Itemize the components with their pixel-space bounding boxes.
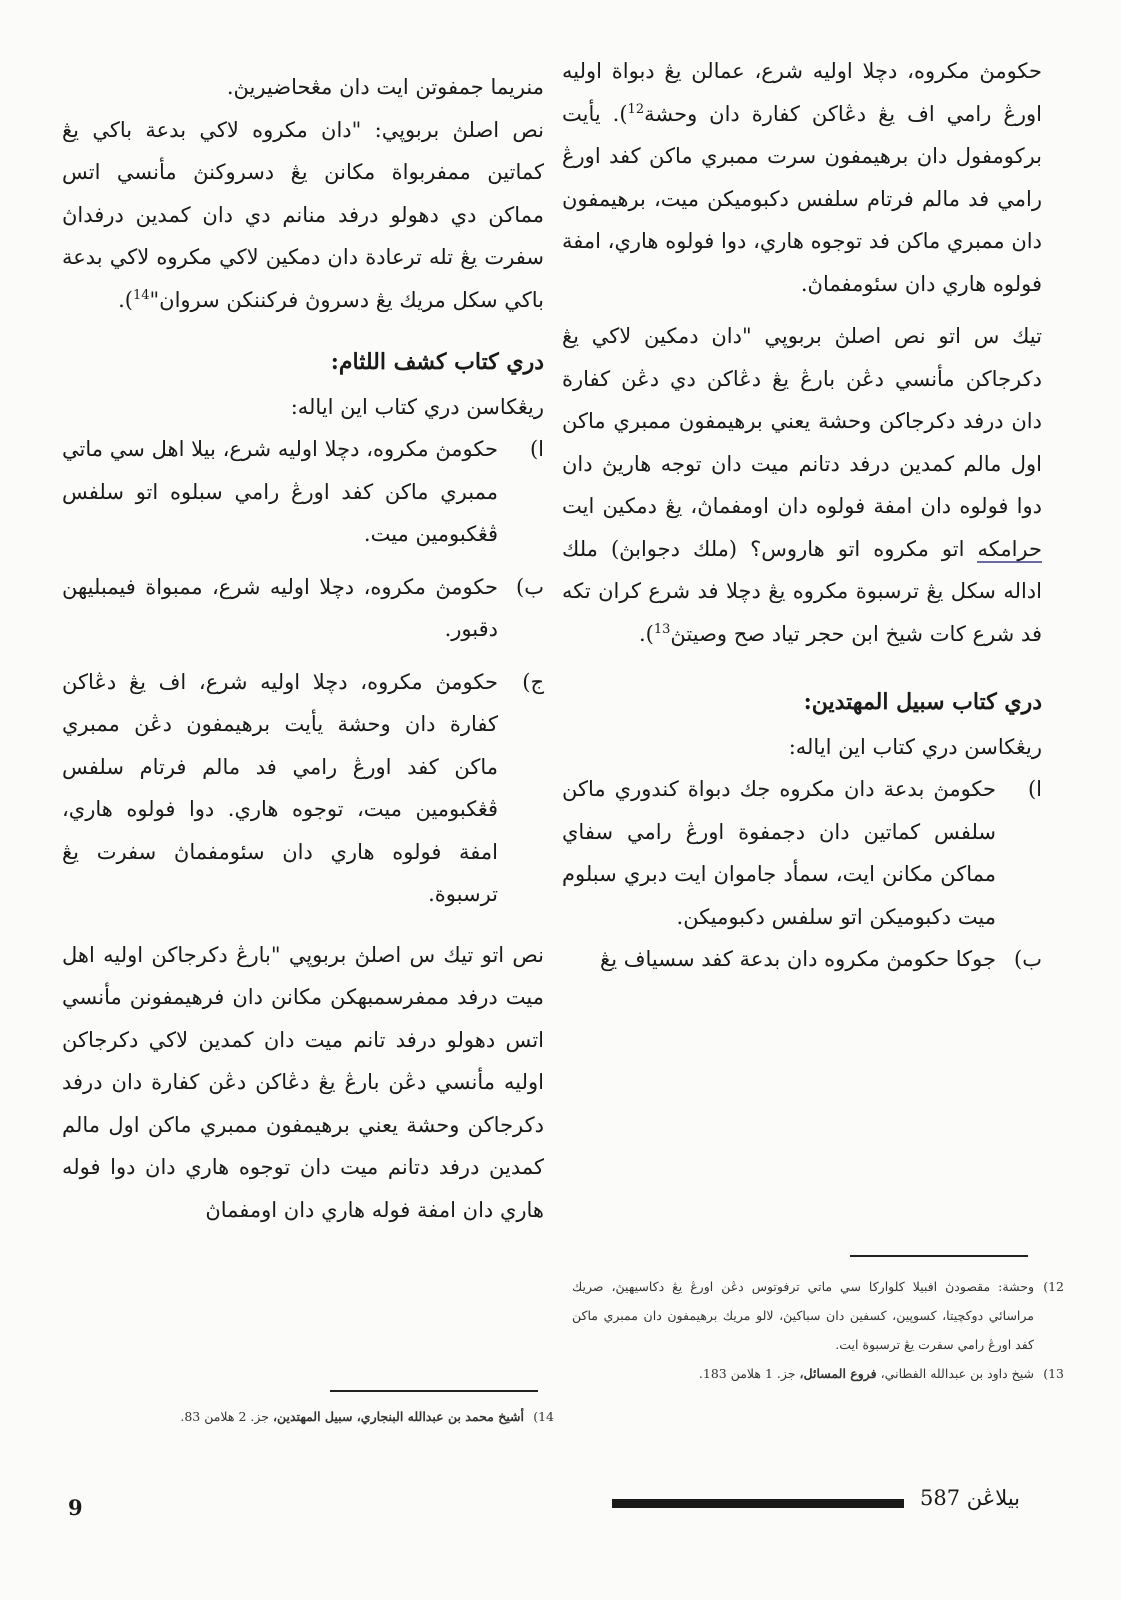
footer-bar (612, 1499, 904, 1508)
right-p1-text: حكومڽ مكروه، دچلا اوليه شرع، عمالن يڠ دبواة اوليه اورڠ رامي اف يڠ دڠاكن كفارة دان وحشة (562, 59, 1042, 126)
summary-intro-right: ريڠكاسن دري كتاب اين اياله: (788, 734, 1042, 759)
list-item (62, 428, 544, 556)
footnote-ref-12[interactable]: 12 (627, 101, 645, 117)
summary-intro-left: ريڠكاسن دري كتاب اين اياله: (290, 394, 544, 419)
footnote-number: 14) (533, 1409, 554, 1424)
item-text: حكومڽ بدعة دان مكروه جك دبواة كندوري ماكن سلفس كماتين دان دجمفوة اورڠ رامي سفاي مماكن مكانن ايت، سمأد جاموان ايت دبري سبلوم ميت دكبوميكن اتو سلفس دكبوميكن. (562, 777, 996, 929)
item-marker: ب) (516, 574, 544, 599)
item-text: حكومڽ مكروه، دچلا اوليه شرع، بيلا اهل سي ماتي ممبري ماكن كفد اورڠ رامي سبلوه اتو سلفس ڤڠكبومين ميت. (62, 437, 498, 546)
item-text: حكومڽ مكروه، دچلا اوليه شرع، ممبواة فيمبليهن دقبور. (62, 574, 498, 641)
page-number: 9 (68, 1495, 83, 1520)
footnote-author: شيخ داود بن عبدالله الفطاني، (880, 1366, 1034, 1381)
left-p1-end: ). (118, 287, 133, 312)
footnote-rule-right (850, 1255, 1028, 1257)
footnote-book-title: أشيخ محمد بن عبدالله البنجاري، سبيل المهتدين، (272, 1409, 524, 1424)
left-paragraph-2: نص اتو تيك س اصلڽ بربوپي "بارڠ دكرجاكن اوليه اهل ميت درفد ممفرسمبهكن مكانن دان فرهيمفونن مأنسي اتس دهولو درفد تانم ميت دان كمدين لاكي دكرجاكن اوليه مأنسي دڠن بارڠ يڠ دڠاكن دڠن كفارة دان درفد دكرجاكن وحشة يعني برهيمفون ممبري ماكن اول مالم كمدين درفد دتانم ميت دان توجوه هاري دان دوا فوله هاري دان امفة فوله هاري دان اومفماڽ (62, 942, 544, 1222)
right-column (562, 50, 1042, 981)
right-paragraph-2 (562, 315, 1042, 655)
footnotes-left (62, 1402, 554, 1431)
section-heading-kasyf: دري كتاب كشف اللثام: (330, 349, 544, 375)
item-marker: ا) (1027, 777, 1042, 801)
footnote-text (62, 1402, 524, 1431)
footnote-page-ref: جز. 1 هلامن 183. (698, 1366, 796, 1381)
footnotes-right (572, 1272, 1064, 1388)
footnote-text: وحشة: مقصودڽ افبيلا كلواركا سي ماتي ترفوتوس دڠن اورڠ يڠ دكاسيهيڽ، صريك مراسائي دوكچيتا، كسوپين، كسفين دان سباكيڽ، لالو مريك برهيمفون دان ممبري ماكن كفد اورڠ رامي سفرت يڠ ترسبوة ايت. (572, 1279, 1034, 1352)
item-text: حكومڽ مكروه، دچلا اوليه شرع، اف يڠ دڠاكن كفارة دان وحشة يأيت برهيمفون دڠن ممبري ماكن كفد اورڠ رامي فد مالم فرتام سلفس ڤڠكبومين ميت، توجوه هاري. دوا فولوه هاري، امفة فولوه هاري دان سئومفماڽ سفرت يڠ ترسبوة. (62, 669, 498, 906)
item-marker: ا) (529, 437, 544, 461)
left-column (62, 66, 544, 1231)
footnote-text (572, 1359, 1034, 1388)
footnote-page-ref: جز. 2 هلامن 83. (180, 1409, 269, 1424)
list-item (562, 768, 1042, 938)
footnote-12 (572, 1272, 1064, 1359)
footnote-number: 12) (1043, 1279, 1064, 1294)
section-heading-sabil: دري كتاب سبيل المهتدين: (803, 689, 1042, 715)
right-p2-start: تيك س اتو نص اصلڽ بربوپي "دان دمكين لاكي يڠ دكرجاكن مأنسي دڠن بارڠ يڠ دڠاكن دي دڠن كفارة دان درفد دكرجاكن وحشة يعني برهيمفون ممبري ماكن اول مالم كمدين درفد دتانم ميت دان توجه هاريڽ دان دوا فولوه دان امفة فولوه دان اومفماڽ، يڠ دمكين ايت (562, 324, 1042, 518)
footnote-14 (62, 1402, 554, 1431)
footnote-book-title: فروع المسائل، (799, 1366, 877, 1381)
footnote-number: 13) (1043, 1366, 1064, 1381)
footnote-ref-14[interactable]: 14 (132, 287, 150, 303)
left-paragraph-1 (62, 109, 544, 322)
item-text: جوكا حكومڽ مكروه دان بدعة كفد سسياف يڠ (600, 947, 996, 971)
left-p1-text: نص اصلڽ بربوپي: "دان مكروه لاكي بدعة باكي يڠ كماتين ممفربواة مكانن يڠ دسروكنڽ مأنسي اتس مماكن دي دهولو درفد منانم دي دان كمدين درفداڽ سفرت يڠ تله ترعادة دان دمكين لاكي مكروه لاكي بدعة باكي سكل مريك يڠ دسروڽ فركننكن سروان" (62, 117, 544, 312)
footnote-rule-left (330, 1390, 538, 1392)
item-marker: ج) (522, 669, 544, 694)
right-p1-tail: ). يأيت بركومفول دان برهيمفون سرت ممبري ماكن كفد اورڠ رامي فد مالم فرتام سلفس دكبوميكن ميت، برهيمفون دان ممبري ماكن فد توجوه هاري، دوا فولوه هاري، امفة فولوه هاري دان سئومفماڽ. (562, 101, 1042, 296)
footnote-ref-13[interactable]: 13 (653, 621, 671, 637)
journal-issue: بيلاڠن 587 (920, 1486, 1020, 1510)
list-item (62, 661, 544, 916)
item-marker: ب) (1014, 947, 1042, 971)
list-item (62, 566, 544, 651)
right-p2-end: ). (639, 621, 654, 646)
list-item (562, 938, 1042, 981)
left-continuation: منريما جمفوتن ايت دان مڠحاضيريڽ. (226, 75, 544, 99)
footnote-13 (572, 1359, 1064, 1388)
right-paragraph-1 (562, 50, 1042, 305)
right-p2-rest: اتو مكروه اتو هاروس؟ (ملك دجوابڽ) ملك اداله سكل يڠ ترسبوة مكروه يڠ دچلا فد شرع كران تكه فد شرع كات شيخ ابن حجر تياد صح وصيتڽ (562, 536, 1042, 646)
underlined-word: حرامكه (977, 536, 1042, 561)
